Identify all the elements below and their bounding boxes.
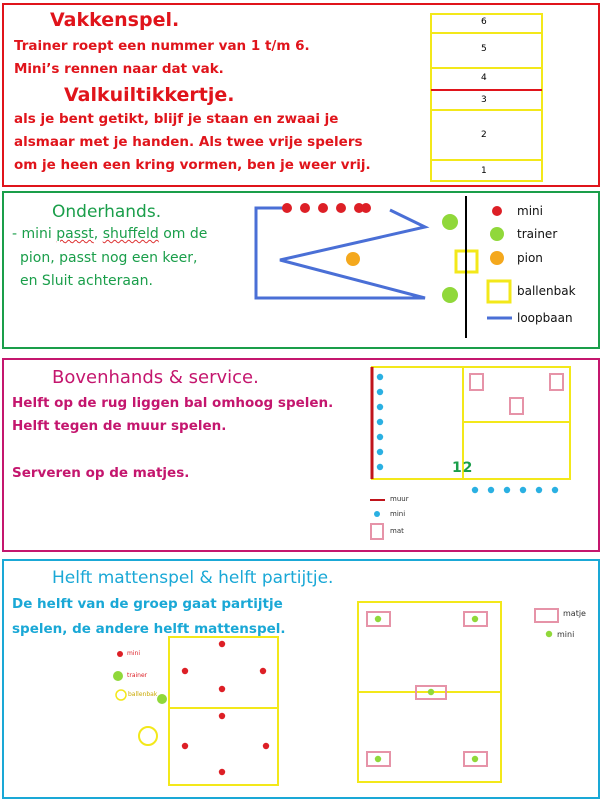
text-line: De helft van de groep gaat partijtje (12, 596, 283, 612)
zone-label-4: 4 (481, 73, 487, 83)
mini-ball (182, 668, 188, 674)
mini-ball (219, 686, 225, 692)
text-line: om je heen een kring vormen, ben je weer vrij. (14, 157, 371, 173)
text-line: Serveren op de matjes. (12, 465, 190, 481)
text-line: Trainer roept een nummer van 1 t/m 6. (14, 38, 310, 54)
legend-mat-label: mat (390, 527, 404, 535)
legend-ballenbak-label: ballenbak (128, 691, 158, 698)
text-line: Helft tegen de muur spelen. (12, 418, 227, 434)
zone-label-5: 5 (481, 44, 487, 54)
legend-muur-label: muur (390, 495, 409, 503)
text-line: spelen, de andere helft mattenspel. (12, 621, 286, 637)
mini-ball (375, 616, 381, 622)
zone-label-6: 6 (481, 17, 487, 27)
title-valkuiltikkertje: Valkuiltikkertje. (64, 84, 235, 106)
legend-pion-label: pion (517, 251, 543, 265)
legend-ballenbak-icon (116, 690, 126, 700)
title-onderhands: Onderhands. (52, 202, 162, 222)
mini-ball (263, 743, 269, 749)
title-bovenhands: Bovenhands & service. (52, 367, 259, 388)
legend-ballenbak-label: ballenbak (517, 284, 576, 298)
legend-mini-label: mini (127, 650, 140, 657)
legend-matje-icon (535, 609, 558, 622)
legend-mini-icon (117, 651, 123, 657)
legend-trainer-icon (113, 671, 123, 681)
mini-ball (472, 616, 478, 622)
mini-ball (219, 641, 225, 647)
legend-mini-label: mini (517, 204, 543, 218)
legend-mini-label: mini (390, 510, 406, 518)
partijtje-court (169, 637, 278, 785)
zone-label-3: 3 (481, 95, 487, 105)
legend-mini-icon (546, 631, 552, 637)
text-line: en Sluit achteraan. (20, 273, 153, 289)
text-line: - mini passt, shuffeld om de (12, 226, 208, 242)
zone-numbers: 1 2 (452, 460, 471, 476)
title-vakkenspel: Vakkenspel. (50, 9, 180, 31)
mini-ball (182, 743, 188, 749)
legend-trainer-label: trainer (517, 227, 558, 241)
text-line: als je bent getikt, blijf je staan en zwaai je (14, 111, 339, 127)
ballenbak (139, 727, 157, 745)
zone-label-2: 2 (481, 130, 487, 140)
mini-ball (375, 756, 381, 762)
legend-trainer-label: trainer (127, 672, 148, 679)
mini-ball (219, 713, 225, 719)
legend-mini-label: mini (557, 630, 575, 639)
text-line: pion, passt nog een keer, (20, 250, 198, 266)
mini-ball (428, 689, 434, 695)
legend-loopbaan-label: loopbaan (517, 311, 573, 325)
text-line: Helft op de rug liggen bal omhoog spelen. (12, 395, 334, 411)
mini-ball (219, 769, 225, 775)
trainer (157, 694, 167, 704)
title-mattenspel: Helft mattenspel & helft partijtje. (52, 568, 334, 588)
mini-ball (260, 668, 266, 674)
text-line: alsmaar met je handen. Als twee vrije spelers (14, 134, 363, 150)
legend-matje-label: matje (563, 609, 586, 618)
mini-ball (472, 756, 478, 762)
text-line: Mini’s rennen naar dat vak. (14, 61, 224, 77)
zone-label-1: 1 (481, 166, 487, 176)
